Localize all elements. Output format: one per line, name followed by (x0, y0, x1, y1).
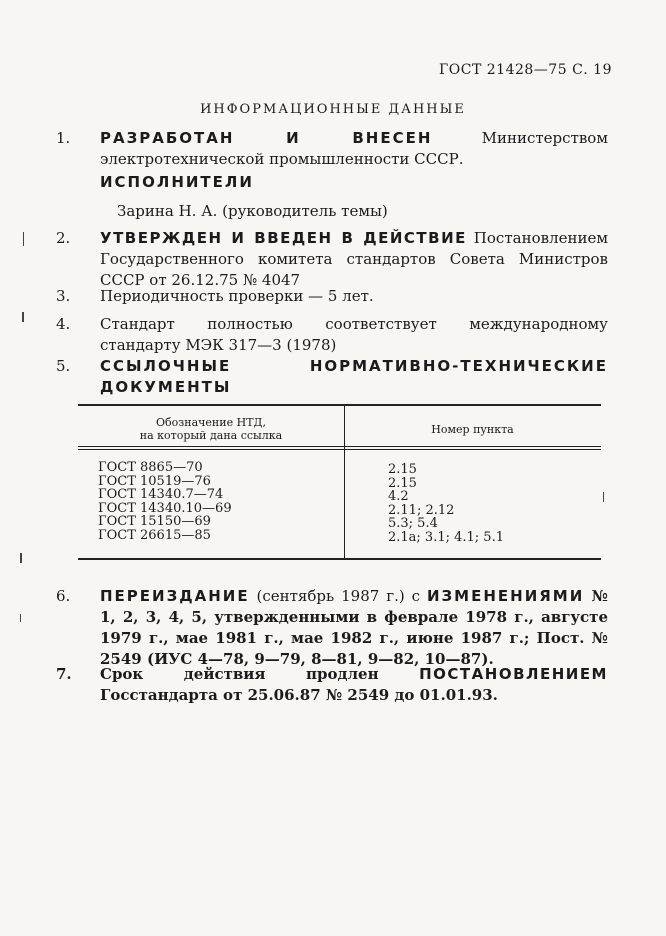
header-line: Обозначение НТД, (156, 416, 266, 429)
item-approved (56, 228, 608, 291)
table-header-rule (78, 446, 601, 447)
item-developed (56, 128, 609, 170)
header-line: на который дана ссылка (139, 429, 283, 442)
item-lead: ПОСТАНОВЛЕНИЕМ (419, 665, 608, 683)
item-lead: ССЫЛОЧНЫЕ НОРМАТИВНО-ТЕХНИЧЕСКИЕ ДОКУМЕНТЫ (100, 357, 608, 396)
scan-speck (20, 614, 21, 622)
item-validity-extended (56, 664, 608, 706)
scan-speck (22, 312, 24, 322)
item-text: Министерством электротехнической промышленности СССР. (100, 129, 609, 168)
item-lead-changes: ИЗМЕНЕНИЯМИ (426, 587, 585, 605)
table-clause-column (388, 463, 504, 544)
table-cell-doc: ГОСТ 10519—76 (98, 473, 211, 489)
item-standard-compliance (56, 314, 608, 356)
table-cell-clause: 5.3; 5.4 (388, 516, 438, 531)
item-text: Постановлением Государственного комитета стандартов Совета Министров СССР от 26.12.75 № 4047 (100, 229, 608, 289)
table-header-clause: Номер пункта (431, 423, 514, 436)
table-cell-clause: 2.15 (388, 462, 417, 477)
table-cell-clause: 2.15 (388, 475, 417, 491)
item-review-period (56, 286, 608, 307)
table-doc-column (98, 461, 232, 542)
item-text: № 1, 2, 3, 4, 5, утвержденными в феврале 1978 г., августе 1979 г., мае 1981 г., мае 1982 г., июне 1987 г.; Пост. № 2549 (ИУС 4—78, 9—79, 8—81, 9—82, 10—87). (100, 587, 608, 668)
item-lead: ПЕРЕИЗДАНИЕ (100, 587, 250, 605)
item-lead: УТВЕРЖДЕН И ВВЕДЕН В ДЕЙСТВИЕ (100, 229, 467, 247)
table-cell-clause: 2.1а; 3.1; 4.1; 5.1 (388, 529, 504, 545)
table-cell-doc: ГОСТ 26615—85 (98, 527, 211, 543)
table-cell-doc: ГОСТ 14340.7—74 (98, 487, 224, 502)
performers-heading: ИСПОЛНИТЕЛИ (100, 173, 254, 191)
page-header-reference: ГОСТ 21428—75 С. 19 (439, 62, 612, 78)
item-text: Срок действия продлен (100, 665, 420, 683)
reference-docs-table (78, 404, 601, 560)
table-cell-clause: 2.11; 2.12 (388, 502, 455, 518)
item-lead: РАЗРАБОТАН И ВНЕСЕН (100, 129, 433, 147)
item-text: (сентябрь 1987 г.) с (249, 587, 427, 605)
item-text: Периодичность проверки — 5 лет. (100, 287, 374, 305)
scan-speck (23, 232, 24, 246)
item-number: 6. (56, 587, 71, 605)
item-number: 5. (56, 357, 71, 375)
table-cell-doc: ГОСТ 14340.10—69 (98, 500, 232, 516)
item-text: Стандарт полностью соответствует международному стандарту МЭК 317—3 (1978) (100, 315, 608, 354)
item-reissue (56, 586, 608, 670)
performers-name: Зарина Н. А. (руководитель темы) (117, 202, 388, 220)
item-number: 3. (56, 287, 71, 305)
performers-label (100, 172, 630, 193)
table-header-rule-double (78, 449, 601, 450)
section-title: ИНФОРМАЦИОННЫЕ ДАННЫЕ (200, 102, 466, 117)
table-cell-doc: ГОСТ 8865—70 (98, 460, 203, 475)
item-number: 4. (56, 315, 71, 333)
item-number: 7. (56, 665, 72, 683)
table-cell-clause: 4.2 (388, 489, 409, 504)
item-number: 2. (56, 229, 71, 247)
table-cell-doc: ГОСТ 15150—69 (98, 514, 211, 529)
table-header-doc (78, 416, 344, 442)
scan-speck (20, 553, 22, 563)
scan-speck (603, 492, 604, 502)
item-number: 1. (56, 129, 71, 147)
item-reference-docs (56, 356, 608, 398)
item-text: Госстандарта от 25.06.87 № 2549 до 01.01.93. (100, 686, 498, 704)
